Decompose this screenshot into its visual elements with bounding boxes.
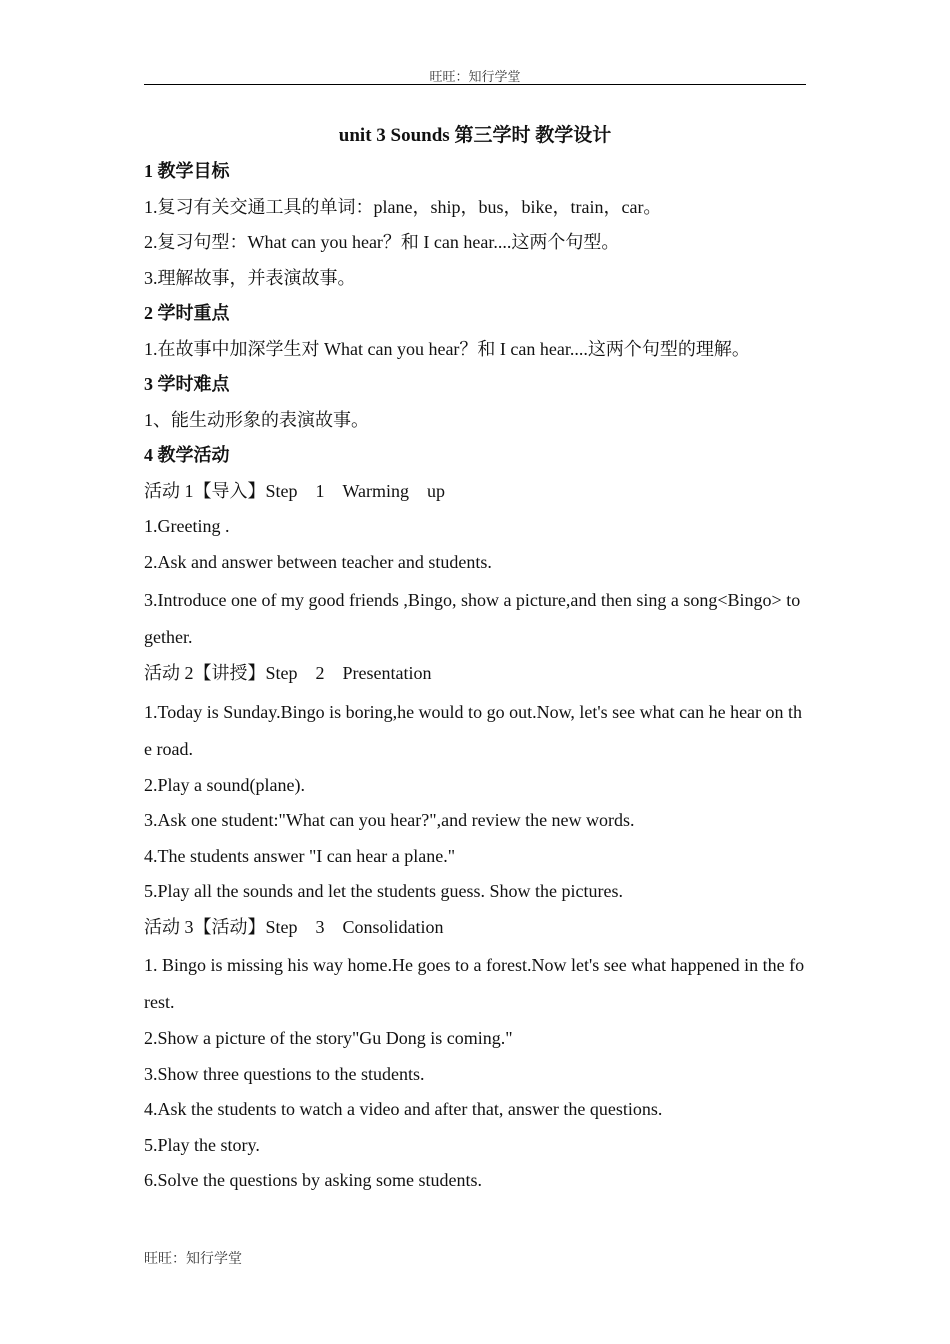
activity-2-item: 1.Today is Sunday.Bingo is boring,he would to go out.Now, let's see what can he hear on the road. xyxy=(144,701,803,759)
difficulty-item: 1、能生动形象的表演故事。 xyxy=(144,409,369,430)
activity-2-item: 5.Play all the sounds and let the students guess. Show the pictures. xyxy=(144,881,623,901)
activity-3-item: 5.Play the story. xyxy=(144,1134,260,1155)
activity-3-item: 3.Show three questions to the students. xyxy=(144,1063,425,1084)
activity-2-title: 活动 2【讲授】Step 2 Presentation xyxy=(144,663,432,683)
header-divider xyxy=(144,84,806,85)
activity-3-item: 6.Solve the questions by asking some students. xyxy=(144,1170,482,1190)
activity-1-title: 活动 1【导入】Step 1 Warming up xyxy=(144,480,446,501)
document-body xyxy=(144,121,806,1201)
activity-2-item: 3.Ask one student:"What can you hear?",and review the new words. xyxy=(144,810,635,830)
activity-1-item: 1.Greeting . xyxy=(144,516,230,536)
activity-2-item: 2.Play a sound(plane). xyxy=(144,774,305,795)
objective-item: 1.复习有关交通工具的单词：plane，ship，bus，bike，train，car。 xyxy=(144,196,662,217)
objective-item: 3.理解故事，并表演故事。 xyxy=(144,267,356,288)
section-heading-key-points: 2 学时重点 xyxy=(144,303,230,323)
activity-3-item: 1. Bingo is missing his way home.He goes to a forest.Now let's see what happened in the forest. xyxy=(144,955,805,1012)
activity-1-item: 3.Introduce one of my good friends ,Bingo, show a picture,and then sing a song<Bingo> together. xyxy=(144,590,801,647)
section-heading-activities: 4 教学活动 xyxy=(144,445,230,465)
section-heading-objectives: 1 教学目标 xyxy=(144,161,230,181)
key-point-item: 1.在故事中加深学生对 What can you hear？和 I can hear....这两个句型的理解。 xyxy=(144,338,750,359)
activity-3-title: 活动 3【活动】Step 3 Consolidation xyxy=(144,916,444,937)
page-header: 旺旺：知行学堂 xyxy=(429,69,521,84)
activity-3-item: 2.Show a picture of the story"Gu Dong is coming." xyxy=(144,1028,513,1048)
objective-item: 2.复习句型：What can you hear？和 I can hear....这两个句型。 xyxy=(144,232,620,252)
section-heading-difficulties: 3 学时难点 xyxy=(144,374,230,394)
document-title: unit 3 Sounds 第三学时 教学设计 xyxy=(338,125,612,146)
page-footer: 旺旺：知行学堂 xyxy=(144,1252,242,1267)
activity-2-item: 4.The students answer "I can hear a plane." xyxy=(144,845,456,866)
activity-3-item: 4.Ask the students to watch a video and after that, answer the questions. xyxy=(144,1099,663,1119)
activity-1-item: 2.Ask and answer between teacher and students. xyxy=(144,551,492,572)
